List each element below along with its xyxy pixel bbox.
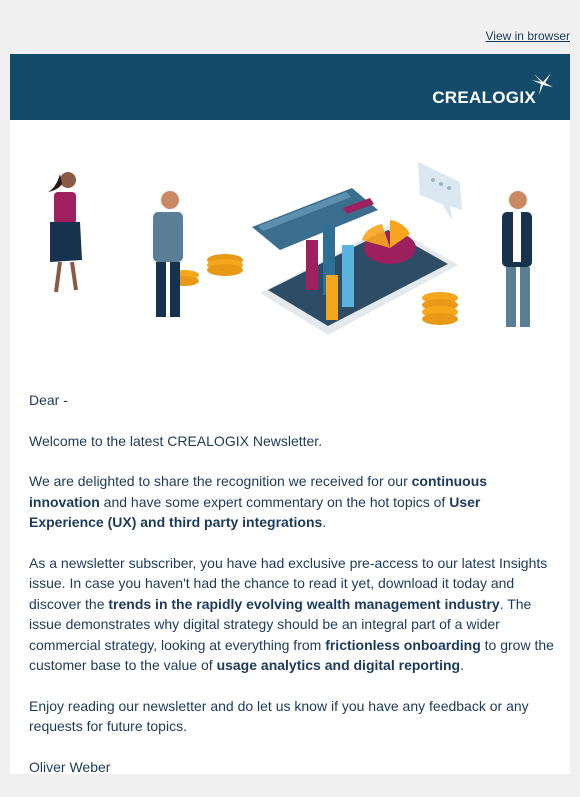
crealogix-logo[interactable] — [432, 72, 552, 106]
email-header — [10, 54, 570, 120]
chat-bubble-illustration — [418, 162, 462, 220]
signature: Oliver Weber — [29, 758, 111, 775]
man-right-figure — [502, 191, 532, 327]
man-figure — [153, 191, 183, 317]
closing-paragraph: Enjoy reading our newsletter and do let us know if you have any feedback or any requests for future topics. — [29, 697, 529, 734]
logo-text: CREALOGIX — [432, 88, 536, 107]
insights-paragraph: As a newsletter subscriber, you have had exclusive pre-access to our latest Insights issue. In case you haven't had the chance to read it yet, download it today and discover the trends in the rapidly evolving wealth management industry. The issue demonstrates why digital strategy should be an integral part of a wider commercial strategy, looking at everything from frictionless onboarding to grow the customer base to the value of usage analytics and digital reporting. — [29, 554, 554, 673]
greeting: Dear - — [29, 392, 68, 408]
welcome-paragraph: Welcome to the latest CREALOGIX Newsletter. — [29, 432, 323, 449]
woman-figure — [48, 172, 82, 292]
top-bar — [0, 0, 580, 54]
intro-paragraph: We are delighted to share the recognition we received for our continuous innovation and have some expert commentary on the hot topics of User Experience (UX) and third party integrations. — [29, 473, 488, 530]
view-in-browser-link[interactable]: View in browser — [485, 29, 570, 43]
hero-illustration — [10, 140, 570, 365]
star-icon — [530, 70, 554, 96]
email-card — [10, 120, 570, 774]
email-body — [29, 390, 554, 797]
